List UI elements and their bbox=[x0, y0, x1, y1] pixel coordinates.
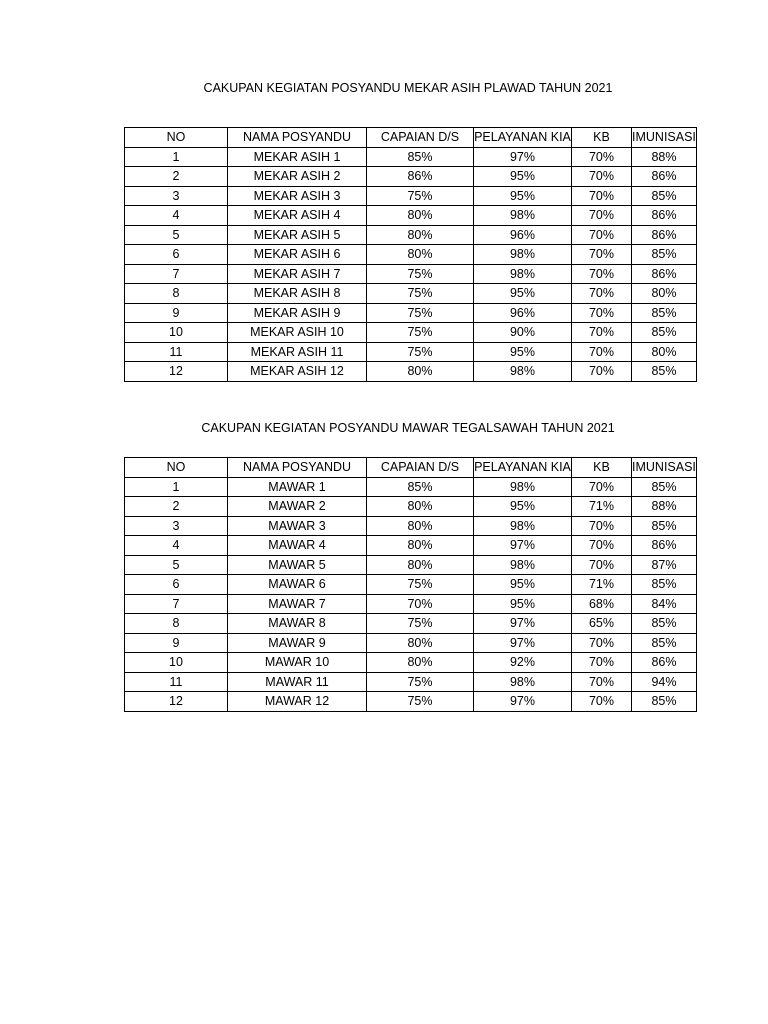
column-header-nama-posyandu: NAMA POSYANDU bbox=[228, 128, 367, 148]
cell-no: 12 bbox=[125, 692, 228, 712]
cell-kb: 70% bbox=[572, 206, 632, 226]
cell-no: 2 bbox=[125, 497, 228, 517]
cell-capaian-ds: 75% bbox=[367, 323, 474, 343]
cell-imunisasi: 85% bbox=[632, 186, 697, 206]
cell-no: 11 bbox=[125, 342, 228, 362]
cell-kb: 68% bbox=[572, 594, 632, 614]
cell-nama-posyandu: MAWAR 8 bbox=[228, 614, 367, 634]
cell-kb: 71% bbox=[572, 575, 632, 595]
cell-imunisasi: 88% bbox=[632, 147, 697, 167]
table-row bbox=[125, 147, 697, 167]
cell-capaian-ds: 80% bbox=[367, 245, 474, 265]
column-header-kb: KB bbox=[572, 128, 632, 148]
cell-pelayanan-kia: 98% bbox=[474, 245, 572, 265]
cell-no: 3 bbox=[125, 186, 228, 206]
table-row bbox=[125, 342, 697, 362]
table-row bbox=[125, 575, 697, 595]
cell-nama-posyandu: MEKAR ASIH 9 bbox=[228, 303, 367, 323]
cell-no: 7 bbox=[125, 594, 228, 614]
cell-nama-posyandu: MAWAR 1 bbox=[228, 477, 367, 497]
cell-imunisasi: 80% bbox=[632, 284, 697, 304]
cell-nama-posyandu: MAWAR 3 bbox=[228, 516, 367, 536]
cell-capaian-ds: 80% bbox=[367, 516, 474, 536]
cell-no: 9 bbox=[125, 633, 228, 653]
cell-imunisasi: 85% bbox=[632, 477, 697, 497]
cell-no: 7 bbox=[125, 264, 228, 284]
cell-kb: 70% bbox=[572, 653, 632, 673]
cell-imunisasi: 87% bbox=[632, 555, 697, 575]
cell-capaian-ds: 80% bbox=[367, 536, 474, 556]
cell-kb: 70% bbox=[572, 245, 632, 265]
cell-kb: 65% bbox=[572, 614, 632, 634]
cell-capaian-ds: 80% bbox=[367, 497, 474, 517]
table-row bbox=[125, 672, 697, 692]
cell-pelayanan-kia: 95% bbox=[474, 594, 572, 614]
cell-imunisasi: 86% bbox=[632, 536, 697, 556]
cell-pelayanan-kia: 98% bbox=[474, 516, 572, 536]
cell-no: 9 bbox=[125, 303, 228, 323]
cell-kb: 70% bbox=[572, 672, 632, 692]
cell-nama-posyandu: MAWAR 7 bbox=[228, 594, 367, 614]
table-row bbox=[125, 264, 697, 284]
cell-nama-posyandu: MAWAR 6 bbox=[228, 575, 367, 595]
cell-nama-posyandu: MAWAR 10 bbox=[228, 653, 367, 673]
cell-no: 1 bbox=[125, 147, 228, 167]
cell-imunisasi: 85% bbox=[632, 245, 697, 265]
table-row bbox=[125, 633, 697, 653]
cell-pelayanan-kia: 96% bbox=[474, 225, 572, 245]
cell-kb: 70% bbox=[572, 536, 632, 556]
column-header-imunisasi: IMUNISASI bbox=[632, 458, 697, 478]
cell-imunisasi: 85% bbox=[632, 614, 697, 634]
cell-nama-posyandu: MAWAR 2 bbox=[228, 497, 367, 517]
cell-capaian-ds: 75% bbox=[367, 303, 474, 323]
cell-kb: 70% bbox=[572, 477, 632, 497]
cell-no: 3 bbox=[125, 516, 228, 536]
column-header-pelayanan-kia: PELAYANAN KIA bbox=[474, 128, 572, 148]
cell-capaian-ds: 75% bbox=[367, 284, 474, 304]
column-header-nama-posyandu: NAMA POSYANDU bbox=[228, 458, 367, 478]
cell-nama-posyandu: MEKAR ASIH 4 bbox=[228, 206, 367, 226]
cell-capaian-ds: 75% bbox=[367, 614, 474, 634]
header-row bbox=[125, 128, 697, 148]
table-title-mawar: CAKUPAN KEGIATAN POSYANDU MAWAR TEGALSAWAH TAHUN 2021 bbox=[201, 421, 615, 435]
cell-nama-posyandu: MEKAR ASIH 7 bbox=[228, 264, 367, 284]
cell-kb: 70% bbox=[572, 342, 632, 362]
cell-imunisasi: 86% bbox=[632, 167, 697, 187]
cell-pelayanan-kia: 95% bbox=[474, 167, 572, 187]
cell-capaian-ds: 75% bbox=[367, 342, 474, 362]
cell-kb: 71% bbox=[572, 497, 632, 517]
cell-capaian-ds: 80% bbox=[367, 633, 474, 653]
cell-pelayanan-kia: 90% bbox=[474, 323, 572, 343]
cell-pelayanan-kia: 97% bbox=[474, 536, 572, 556]
cell-pelayanan-kia: 97% bbox=[474, 692, 572, 712]
cell-pelayanan-kia: 95% bbox=[474, 342, 572, 362]
cell-nama-posyandu: MAWAR 11 bbox=[228, 672, 367, 692]
cell-capaian-ds: 86% bbox=[367, 167, 474, 187]
table-row bbox=[125, 167, 697, 187]
cell-imunisasi: 85% bbox=[632, 323, 697, 343]
table-row bbox=[125, 323, 697, 343]
cell-imunisasi: 84% bbox=[632, 594, 697, 614]
cell-capaian-ds: 75% bbox=[367, 186, 474, 206]
table-row bbox=[125, 225, 697, 245]
cell-pelayanan-kia: 97% bbox=[474, 633, 572, 653]
cell-capaian-ds: 85% bbox=[367, 477, 474, 497]
cell-capaian-ds: 75% bbox=[367, 575, 474, 595]
table-title-mekar-asih: CAKUPAN KEGIATAN POSYANDU MEKAR ASIH PLAWAD TAHUN 2021 bbox=[203, 81, 613, 95]
cell-capaian-ds: 80% bbox=[367, 555, 474, 575]
cell-nama-posyandu: MEKAR ASIH 12 bbox=[228, 362, 367, 382]
column-header-imunisasi: IMUNISASI bbox=[632, 128, 697, 148]
cell-capaian-ds: 80% bbox=[367, 225, 474, 245]
table-row bbox=[125, 555, 697, 575]
table-row bbox=[125, 303, 697, 323]
cell-no: 1 bbox=[125, 477, 228, 497]
cell-no: 10 bbox=[125, 323, 228, 343]
cell-nama-posyandu: MAWAR 9 bbox=[228, 633, 367, 653]
table-row bbox=[125, 653, 697, 673]
cell-imunisasi: 86% bbox=[632, 264, 697, 284]
cell-kb: 70% bbox=[572, 516, 632, 536]
cell-kb: 70% bbox=[572, 633, 632, 653]
table-posyandu-mekar-asih bbox=[124, 127, 697, 382]
cell-pelayanan-kia: 95% bbox=[474, 497, 572, 517]
cell-no: 11 bbox=[125, 672, 228, 692]
cell-no: 4 bbox=[125, 536, 228, 556]
column-header-no: NO bbox=[125, 128, 228, 148]
cell-nama-posyandu: MEKAR ASIH 11 bbox=[228, 342, 367, 362]
cell-kb: 70% bbox=[572, 303, 632, 323]
table-row bbox=[125, 186, 697, 206]
cell-capaian-ds: 75% bbox=[367, 264, 474, 284]
cell-nama-posyandu: MEKAR ASIH 10 bbox=[228, 323, 367, 343]
cell-kb: 70% bbox=[572, 555, 632, 575]
cell-imunisasi: 86% bbox=[632, 206, 697, 226]
cell-capaian-ds: 75% bbox=[367, 692, 474, 712]
cell-capaian-ds: 80% bbox=[367, 206, 474, 226]
cell-imunisasi: 85% bbox=[632, 633, 697, 653]
cell-nama-posyandu: MEKAR ASIH 5 bbox=[228, 225, 367, 245]
cell-no: 6 bbox=[125, 245, 228, 265]
cell-kb: 70% bbox=[572, 147, 632, 167]
cell-pelayanan-kia: 95% bbox=[474, 284, 572, 304]
table-row bbox=[125, 206, 697, 226]
cell-imunisasi: 85% bbox=[632, 362, 697, 382]
table-row bbox=[125, 497, 697, 517]
table-header bbox=[125, 128, 697, 148]
cell-pelayanan-kia: 92% bbox=[474, 653, 572, 673]
cell-imunisasi: 80% bbox=[632, 342, 697, 362]
cell-kb: 70% bbox=[572, 692, 632, 712]
cell-imunisasi: 85% bbox=[632, 303, 697, 323]
cell-nama-posyandu: MAWAR 5 bbox=[228, 555, 367, 575]
cell-pelayanan-kia: 98% bbox=[474, 477, 572, 497]
cell-pelayanan-kia: 95% bbox=[474, 186, 572, 206]
cell-capaian-ds: 80% bbox=[367, 653, 474, 673]
column-header-no: NO bbox=[125, 458, 228, 478]
cell-pelayanan-kia: 98% bbox=[474, 264, 572, 284]
table-row bbox=[125, 362, 697, 382]
table-body bbox=[125, 147, 697, 381]
cell-capaian-ds: 75% bbox=[367, 672, 474, 692]
cell-no: 4 bbox=[125, 206, 228, 226]
cell-imunisasi: 88% bbox=[632, 497, 697, 517]
cell-imunisasi: 85% bbox=[632, 516, 697, 536]
cell-pelayanan-kia: 95% bbox=[474, 575, 572, 595]
cell-capaian-ds: 85% bbox=[367, 147, 474, 167]
cell-imunisasi: 85% bbox=[632, 692, 697, 712]
cell-imunisasi: 86% bbox=[632, 653, 697, 673]
cell-kb: 70% bbox=[572, 225, 632, 245]
table-row bbox=[125, 536, 697, 556]
column-header-capaian-ds: CAPAIAN D/S bbox=[367, 128, 474, 148]
cell-no: 8 bbox=[125, 614, 228, 634]
table-posyandu-mawar bbox=[124, 457, 697, 712]
cell-no: 12 bbox=[125, 362, 228, 382]
cell-pelayanan-kia: 96% bbox=[474, 303, 572, 323]
cell-no: 5 bbox=[125, 225, 228, 245]
cell-kb: 70% bbox=[572, 167, 632, 187]
table-row bbox=[125, 692, 697, 712]
cell-kb: 70% bbox=[572, 186, 632, 206]
cell-nama-posyandu: MEKAR ASIH 2 bbox=[228, 167, 367, 187]
table-row bbox=[125, 245, 697, 265]
table-header bbox=[125, 458, 697, 478]
cell-kb: 70% bbox=[572, 362, 632, 382]
cell-no: 6 bbox=[125, 575, 228, 595]
cell-pelayanan-kia: 98% bbox=[474, 672, 572, 692]
column-header-kb: KB bbox=[572, 458, 632, 478]
cell-pelayanan-kia: 97% bbox=[474, 614, 572, 634]
cell-imunisasi: 94% bbox=[632, 672, 697, 692]
cell-capaian-ds: 70% bbox=[367, 594, 474, 614]
column-header-capaian-ds: CAPAIAN D/S bbox=[367, 458, 474, 478]
cell-kb: 70% bbox=[572, 264, 632, 284]
cell-no: 8 bbox=[125, 284, 228, 304]
table-row bbox=[125, 594, 697, 614]
cell-nama-posyandu: MEKAR ASIH 1 bbox=[228, 147, 367, 167]
cell-nama-posyandu: MEKAR ASIH 3 bbox=[228, 186, 367, 206]
cell-no: 5 bbox=[125, 555, 228, 575]
cell-pelayanan-kia: 98% bbox=[474, 362, 572, 382]
cell-kb: 70% bbox=[572, 284, 632, 304]
cell-imunisasi: 85% bbox=[632, 575, 697, 595]
cell-nama-posyandu: MAWAR 12 bbox=[228, 692, 367, 712]
cell-kb: 70% bbox=[572, 323, 632, 343]
cell-pelayanan-kia: 97% bbox=[474, 147, 572, 167]
table-row bbox=[125, 477, 697, 497]
cell-no: 10 bbox=[125, 653, 228, 673]
cell-capaian-ds: 80% bbox=[367, 362, 474, 382]
table-row bbox=[125, 516, 697, 536]
cell-nama-posyandu: MAWAR 4 bbox=[228, 536, 367, 556]
cell-no: 2 bbox=[125, 167, 228, 187]
cell-nama-posyandu: MEKAR ASIH 6 bbox=[228, 245, 367, 265]
cell-nama-posyandu: MEKAR ASIH 8 bbox=[228, 284, 367, 304]
table-body bbox=[125, 477, 697, 711]
table-row bbox=[125, 284, 697, 304]
column-header-pelayanan-kia: PELAYANAN KIA bbox=[474, 458, 572, 478]
table-row bbox=[125, 614, 697, 634]
cell-pelayanan-kia: 98% bbox=[474, 206, 572, 226]
header-row bbox=[125, 458, 697, 478]
cell-pelayanan-kia: 98% bbox=[474, 555, 572, 575]
cell-imunisasi: 86% bbox=[632, 225, 697, 245]
